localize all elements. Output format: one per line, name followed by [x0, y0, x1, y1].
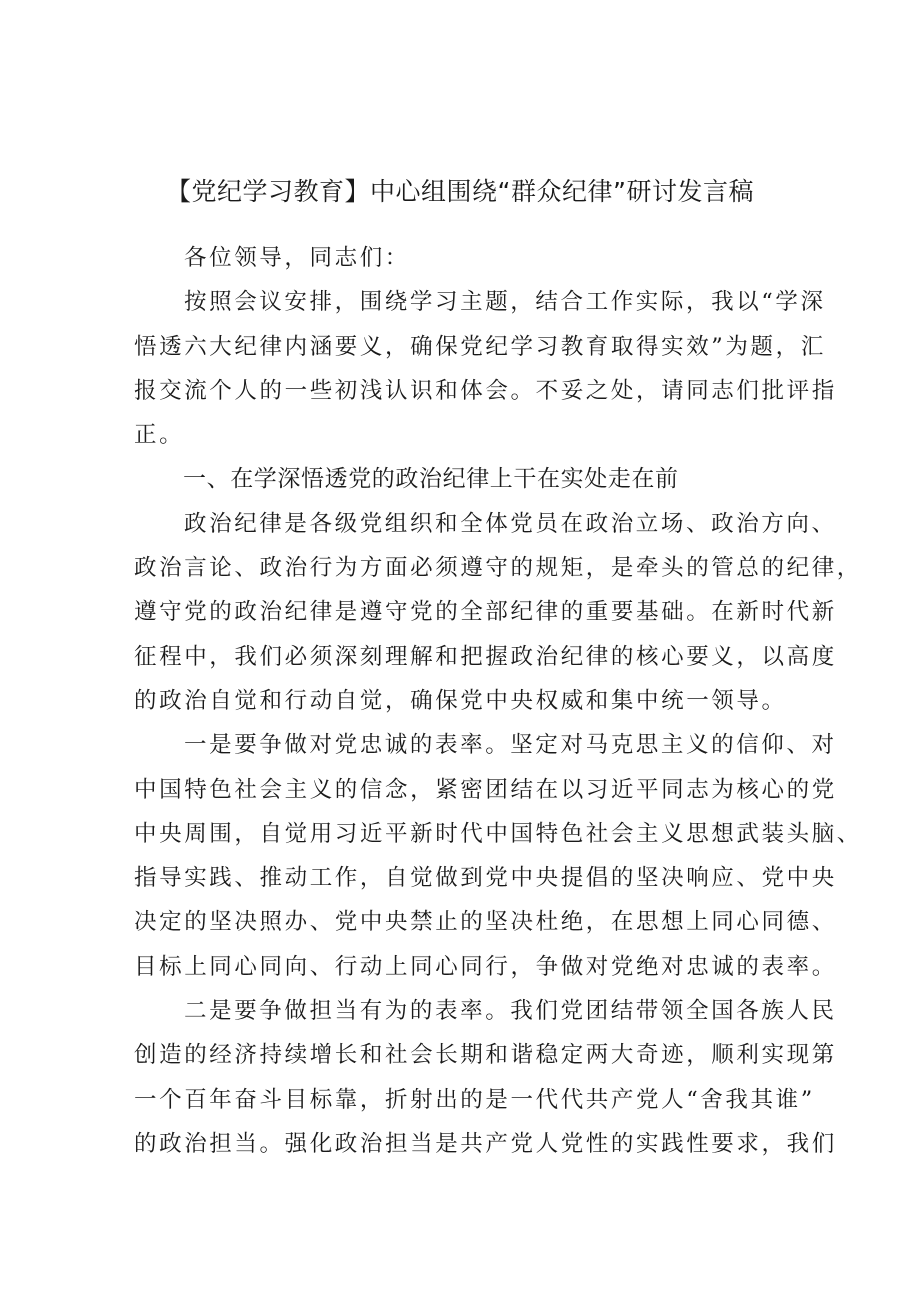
document-body [134, 236, 862, 1166]
paragraph-line: 的政治自觉和行动自觉，确保党中央权威和集中统一领导。 [134, 687, 787, 714]
paragraph-line: 按照会议安排，围绕学习主题，结合工作实际，我以“学深 [184, 289, 826, 316]
paragraph-line: 政治言论、政治行为方面必须遵守的规矩，是牵头的管总的纪律， [134, 555, 862, 582]
paragraph-line: 目标上同心同向、行动上同心同行，争做对党绝对忠诚的表率。 [134, 953, 837, 980]
paragraph-line: 遵守党的政治纪律是遵守党的全部纪律的重要基础。在新时代新 [134, 599, 837, 626]
paragraph-line: 创造的经济持续增长和社会长期和谐稳定两大奇迹，顺利实现第 [134, 1042, 837, 1069]
paragraph-line: 决定的坚决照办、党中央禁止的坚决杜绝，在思想上同心同德、 [134, 909, 837, 936]
paragraph-line: 中央周围，自觉用习近平新时代中国特色社会主义思想武装头脑、 [134, 820, 862, 847]
paragraph-line: 悟透六大纪律内涵要义，确保党纪学习教育取得实效”为题，汇 [134, 333, 826, 360]
paragraph-line: 各位领导，同志们： [184, 245, 410, 271]
paragraph-line: 政治纪律是各级党组织和全体党员在政治立场、政治方向、 [184, 510, 837, 537]
paragraph-line: 二是要争做担当有为的表率。我们党团结带领全国各族人民 [184, 998, 837, 1025]
document-title: 【党纪学习教育】中心组围绕“群众纪律”研讨发言稿 [166, 177, 754, 206]
paragraph-line: 一是要争做对党忠诚的表率。坚定对马克思主义的信仰、对 [184, 732, 837, 759]
section-heading: 一、在学深悟透党的政治纪律上干在实处走在前 [183, 466, 679, 493]
paragraph-line: 指导实践、推动工作，自觉做到党中央提倡的坚决响应、党中央 [134, 865, 837, 892]
paragraph-line: 报交流个人的一些初浅认识和体会。不妥之处，请同志们批评指 [134, 377, 837, 404]
paragraph-line: 征程中，我们必须深刻理解和把握政治纪律的核心要义，以高度 [134, 643, 837, 670]
paragraph-line: 的政治担当。强化政治担当是共产党人党性的实践性要求，我们 [134, 1130, 837, 1157]
paragraph-line: 正。 [134, 422, 185, 449]
paragraph-line: 中国特色社会主义的信念，紧密团结在以习近平同志为核心的党 [134, 776, 837, 803]
paragraph-line: 一个百年奋斗目标靠，折射出的是一代代共产党人“舍我其谁” [134, 1086, 815, 1113]
